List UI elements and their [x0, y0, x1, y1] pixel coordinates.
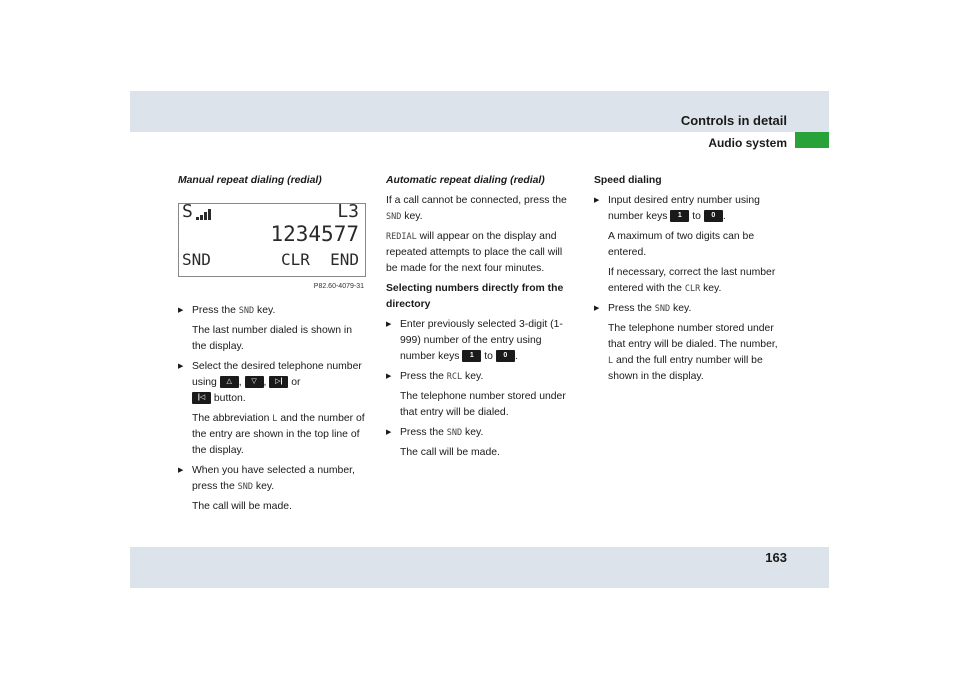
step-enter-entry: ▶ Enter previously selected 3-digit (1-999) number of the entry using number keys 1 to 0 . [386, 317, 576, 365]
text-last-number: The last number dialed is shown in the display. [192, 325, 352, 352]
heading-manual-redial: Manual repeat dialing (redial) [178, 175, 322, 186]
chapter-title: Controls in detail [680, 113, 787, 128]
key-0-icon: 0 [704, 210, 723, 222]
text-number-dialed: The telephone number stored under that entry will be dialed. [400, 391, 566, 418]
display-top-right: L3 [337, 201, 359, 222]
phone-display-illustration [178, 203, 366, 277]
key-1-icon: 1 [462, 350, 481, 362]
display-top-left: S [182, 201, 193, 222]
up-arrow-key-icon: △ [220, 376, 239, 388]
signal-strength-icon [196, 204, 212, 220]
down-arrow-key-icon: ▽ [245, 376, 264, 388]
step-press-rcl: ▶ Press the RCL key. [386, 369, 576, 385]
text-correct-number: If necessary, correct the last number entered with the CLR key. [608, 267, 776, 294]
step-input-entry: ▶ Input desired entry number using number keys 1 to 0 . [594, 193, 784, 225]
display-number: 1234577 [270, 222, 359, 246]
header-band [130, 91, 829, 150]
text-call-made: The call will be made. [192, 501, 292, 512]
chapter-tab-marker [795, 132, 829, 148]
code-snd: SND [238, 306, 255, 316]
softkey-snd: SND [182, 250, 211, 269]
footer-band [130, 547, 829, 588]
text-redial-attempts: REDIAL will appear on the display and repeated attempts to place the call will be made for the next four minutes. [386, 231, 563, 274]
skip-forward-key-icon: ▷| [269, 376, 288, 388]
image-code: P82.60-4079-31 [313, 283, 364, 290]
key-1-icon: 1 [670, 210, 689, 222]
column-manual-redial [178, 173, 368, 519]
step-press-snd-2: ▶ When you have selected a number, press the SND key. [178, 463, 368, 495]
text-stored-dialed: The telephone number stored under that entry will be dialed. The number, L and the full entry number will be shown in the display. [608, 323, 778, 382]
heading-directory: Selecting numbers directly from the directory [386, 283, 564, 310]
text-cannot-connect: If a call cannot be connected, press the SND key. [386, 195, 567, 222]
text-abbreviation: The abbreviation L and the number of the entry are shown in the top line of the display. [192, 413, 365, 456]
softkey-end: END [330, 250, 359, 269]
step-select-number: ▶ Select the desired telephone number using △ , ▽ , ▷| or |◁ button. [178, 359, 368, 407]
column-automatic-redial [386, 173, 576, 465]
column-speed-dialing [594, 173, 784, 389]
heading-speed-dialing: Speed dialing [594, 175, 662, 186]
step-press-snd: ▶ Press the SND key. [178, 303, 368, 319]
heading-automatic-redial: Automatic repeat dialing (redial) [386, 175, 545, 186]
key-0-icon: 0 [496, 350, 515, 362]
softkey-clr: CLR [281, 250, 310, 269]
text-call-made-2: The call will be made. [400, 447, 500, 458]
step-press-snd-3: ▶ Press the SND key. [386, 425, 576, 441]
section-title: Audio system [708, 136, 787, 150]
step-press-snd-4: ▶ Press the SND key. [594, 301, 784, 317]
text-max-digits: A maximum of two digits can be entered. [608, 231, 755, 258]
skip-back-key-icon: |◁ [192, 392, 211, 404]
page-number: 163 [765, 550, 787, 565]
